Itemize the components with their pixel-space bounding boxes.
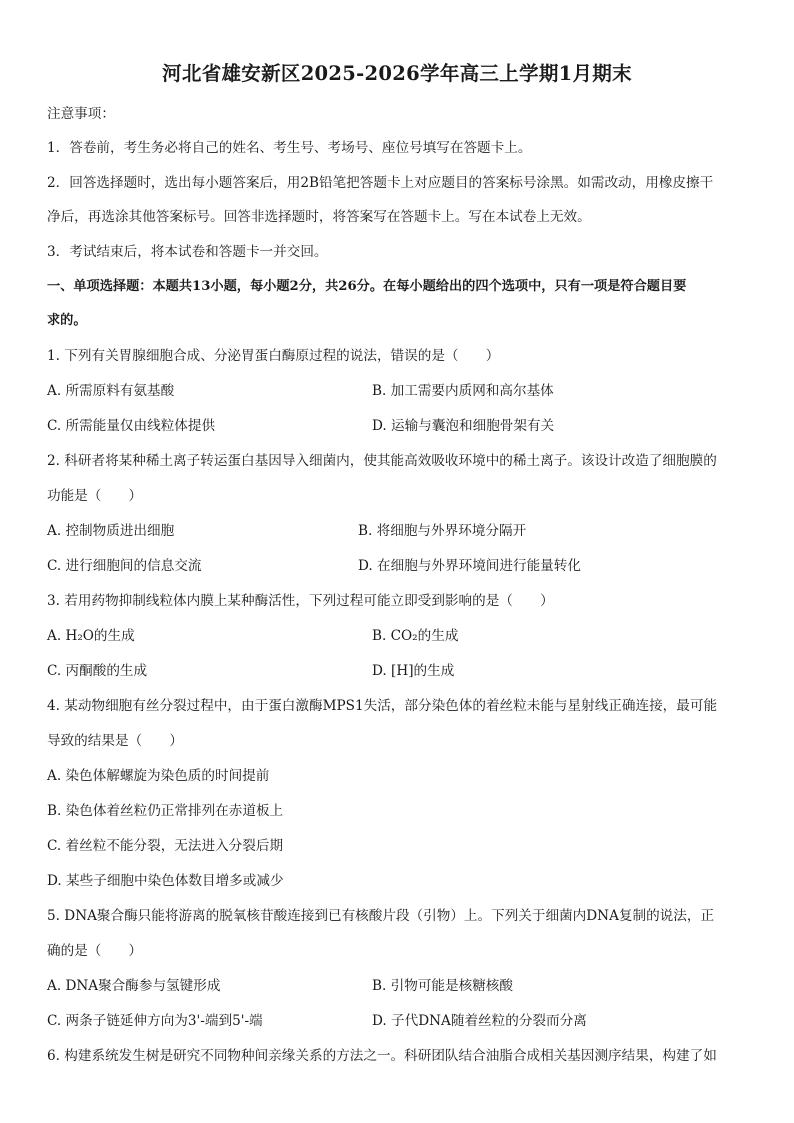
notice-item-1: 1．答卷前，考生务必将自己的姓名、考生号、考场号、座位号填写在答题卡上。 [47,140,532,156]
question-6-stem: 6. 构建系统发生树是研究不同物种间亲缘关系的方法之一。科研团队结合油脂合成相关基因测序结果，构建了如 [47,1048,717,1064]
question-2-stem: 2. 科研者将某种稀土离子转运蛋白基因导入细菌内，使其能高效吸收环境中的稀土离子。该设计改造了细胞膜的 [47,453,717,469]
question-5-stem-cont: 确的是（ ） [47,943,143,959]
question-3-stem: 3. 若用药物抑制线粒体内膜上某种酶活性，下列过程可能立即受到影响的是（ ） [47,593,554,609]
question-3-option-a: A. H₂O的生成 [47,628,135,644]
question-3-option-c: C. 丙酮酸的生成 [47,663,148,679]
question-5-option-d: D. 子代DNA随着丝粒的分裂而分离 [372,1013,587,1029]
section-heading-cont: 求的。 [47,313,87,328]
question-2-option-d: D. 在细胞与外界环境间进行能量转化 [358,558,581,574]
question-2-option-a: A. 控制物质进出细胞 [47,523,175,539]
section-heading: 一、单项选择题：本题共13小题，每小题2分，共26分。在每小题给出的四个选项中，只有一项是符合题目要 [47,279,687,294]
notice-heading: 注意事项： [47,106,115,122]
question-2-option-b: B. 将细胞与外界环境分隔开 [358,523,527,539]
question-1-option-b: B. 加工需要内质网和高尔基体 [372,383,554,399]
question-4-stem: 4. 某动物细胞有丝分裂过程中，由于蛋白激酶MPS1失活，部分染色体的着丝粒未能与星射线正确连接，最可能 [47,698,718,714]
question-5-option-c: C. 两条子链延伸方向为3'-端到5'-端 [47,1013,263,1029]
question-5-option-a: A. DNA聚合酶参与氢键形成 [47,978,221,994]
question-4-option-d: D. 某些子细胞中染色体数目增多或减少 [47,873,284,889]
question-4-option-c: C. 着丝粒不能分裂，无法进入分裂后期 [47,838,284,854]
notice-item-2-cont: 净后，再选涂其他答案标号。回答非选择题时，将答案写在答题卡上。写在本试卷上无效。 [47,209,591,225]
notice-item-2: 2．回答选择题时，选出每小题答案后，用2B铅笔把答题卡上对应题目的答案标号涂黑。如需改动，用橡皮擦干 [47,175,714,191]
notice-item-3: 3．考试结束后，将本试卷和答题卡一并交回。 [47,244,328,260]
question-1-option-c: C. 所需能量仅由线粒体提供 [47,418,216,434]
page-title: 河北省雄安新区2025-2026学年高三上学期1月期末 [162,62,632,85]
question-1-stem: 1. 下列有关胃腺细胞合成、分泌胃蛋白酶原过程的说法，错误的是（ ） [47,348,500,364]
question-4-option-b: B. 染色体着丝粒仍正常排列在赤道板上 [47,803,284,819]
question-2-stem-cont: 功能是（ ） [47,488,143,504]
question-4-stem-cont: 导致的结果是（ ） [47,733,183,749]
question-5-stem: 5. DNA聚合酶只能将游离的脱氧核苷酸连接到已有核酸片段（引物）上。下列关于细菌内DNA复制的说法，正 [47,908,715,924]
question-4-option-a: A. 染色体解螺旋为染色质的时间提前 [47,768,270,784]
question-2-option-c: C. 进行细胞间的信息交流 [47,558,202,574]
question-5-option-b: B. 引物可能是核糖核酸 [372,978,513,994]
question-1-option-a: A. 所需原料有氨基酸 [47,383,175,399]
question-3-option-d: D. [H]的生成 [372,663,455,679]
question-3-option-b: B. CO₂的生成 [372,628,459,644]
question-1-option-d: D. 运输与囊泡和细胞骨架有关 [372,418,555,434]
